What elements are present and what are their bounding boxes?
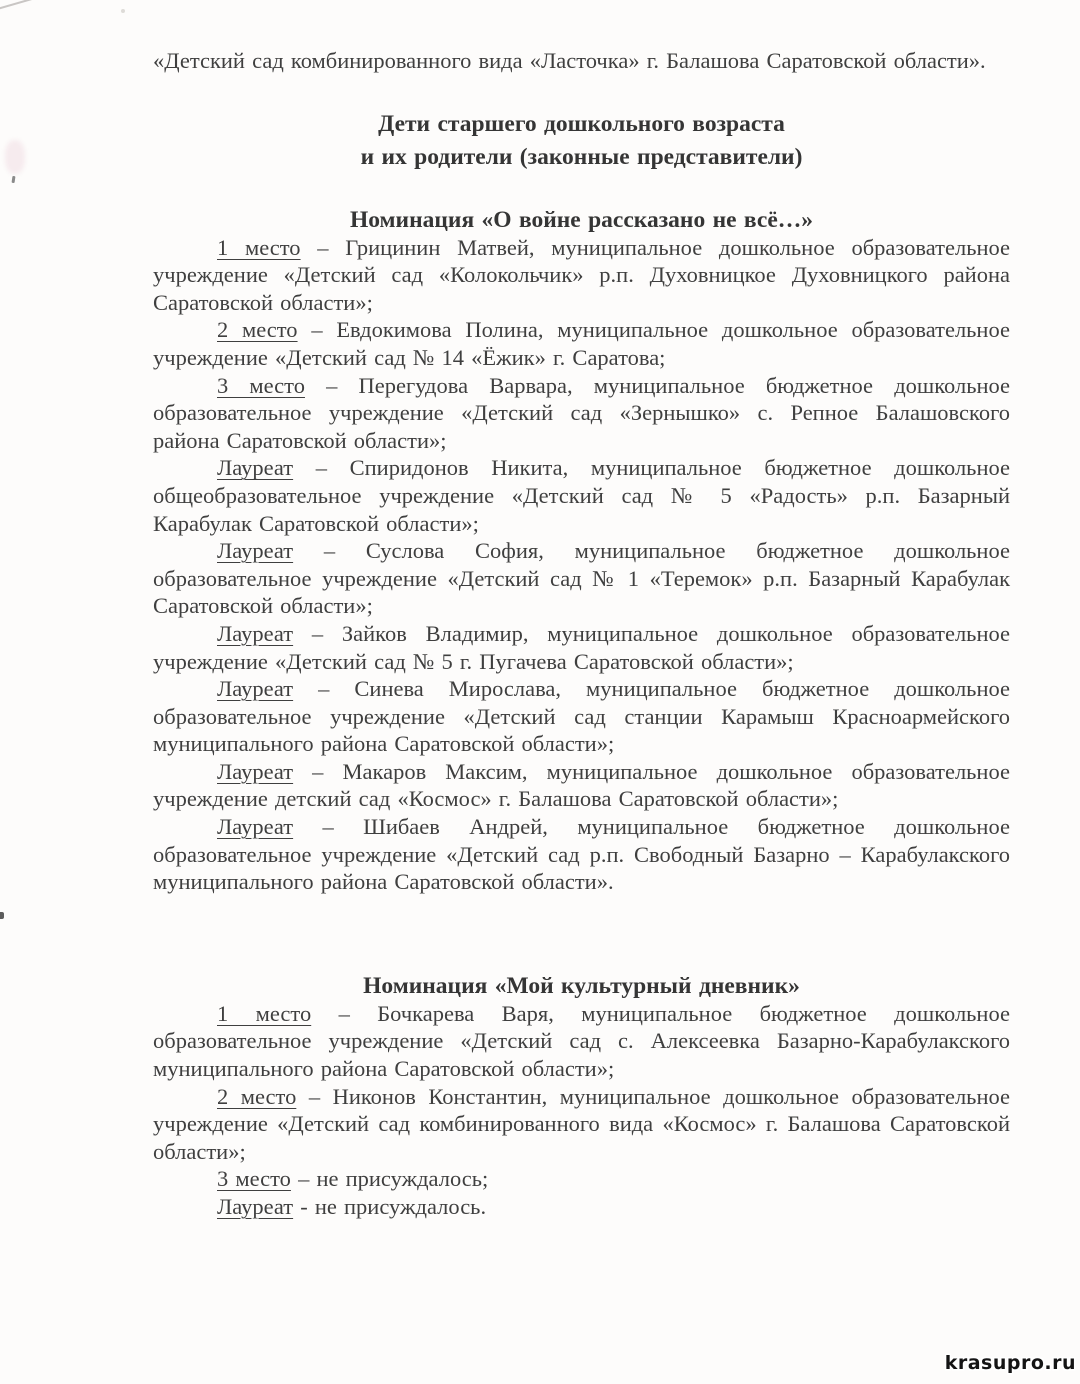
entry-text: – Никонов Константин, муниципальное дошкольное образовательное учреждение «Детский сад комбинированного вида «Космос» г. Балашова Саратовской области»; — [153, 1083, 1010, 1164]
rank-label: Лауреат — [217, 758, 294, 784]
entry-text: – Синева Мирослава, муниципальное бюджетное дошкольное образовательное учреждение «Детский сад станции Карамыш Красноармейского муниципального района Саратовской области»; — [153, 676, 1010, 757]
scan-artifact-corner-line — [0, 0, 36, 9]
rank-label: Лауреат — [217, 676, 294, 702]
rank-label: Лауреат — [217, 814, 294, 840]
audience-heading-line-1: Дети старшего дошкольного возраста — [378, 110, 785, 137]
entry-text: – Евдокимова Полина, муниципальное дошкольное образовательное учреждение «Детский сад № 14 «Ёжик» г. Саратова; — [153, 317, 1010, 370]
rank-label: 2 место — [217, 1083, 297, 1109]
nomination-2-title: Номинация «Мой культурный дневник» — [363, 972, 800, 999]
award-entry — [153, 758, 1010, 813]
rank-label: 3 место — [217, 372, 305, 398]
rank-label: Лауреат — [217, 538, 294, 564]
site-watermark: krasupro.ru — [944, 1352, 1076, 1374]
rank-label: Лауреат — [217, 1194, 294, 1219]
award-entry — [153, 620, 1010, 675]
scan-artifact-speck — [121, 9, 125, 13]
award-entry — [153, 813, 1010, 896]
document-body — [153, 0, 1010, 1221]
scan-artifact-edge-mark — [0, 912, 4, 919]
award-entry — [153, 537, 1010, 620]
audience-heading-line-2: и их родители (законные представители) — [360, 143, 803, 170]
award-entry — [153, 1000, 1010, 1083]
entry-text: – Макаров Максим, муниципальное дошкольное образовательное учреждение детский сад «Космос» г. Балашова Саратовской области»; — [153, 758, 1010, 812]
entry-text: - не присуждалось. — [293, 1194, 487, 1219]
entry-text: – Грицинин Матвей, муниципальное дошкольное образовательное учреждение «Детский сад «Колокольчик» р.п. Духовницкое Духовницкого района Саратовской области»; — [153, 234, 1011, 315]
award-entry — [153, 234, 1010, 317]
rank-label: Лауреат — [217, 620, 294, 646]
rank-label: 1 место — [217, 234, 301, 260]
entry-text: – Спиридонов Никита, муниципальное бюджетное дошкольное общеобразовательное учреждение «Детский сад № 5 «Радость» р.п. Базарный Карабулак Саратовской области»; — [153, 455, 1010, 536]
award-entry — [153, 675, 1010, 758]
entry-text: – Перегудова Варвара, муниципальное бюджетное дошкольное образовательное учреждение «Детский сад «Зернышко» с. Репное Балашовского района Саратовской области»; — [153, 372, 1011, 453]
audience-heading — [153, 108, 1010, 174]
nomination-1-title: Номинация «О войне рассказано не всё…» — [349, 206, 814, 233]
rank-label: 2 место — [217, 317, 298, 343]
entry-text: – Шибаев Андрей, муниципальное бюджетное дошкольное образовательное учреждение «Детский сад р.п. Свободный Базарно – Карабулакского муниципального района Саратовской области». — [153, 814, 1010, 895]
scan-artifact-tick — [12, 176, 16, 183]
scan-artifact-pink-blob — [5, 140, 25, 174]
entry-text: – Суслова София, муниципальное бюджетное дошкольное образовательное учреждение «Детский сад № 1 «Теремок» р.п. Базарный Карабулак Саратовской области»; — [153, 538, 1010, 619]
award-entry — [153, 1193, 1010, 1221]
award-entry — [153, 454, 1010, 537]
entry-text: – не присуждалось; — [290, 1166, 489, 1192]
award-entry — [153, 1165, 1010, 1193]
rank-label: 3 место — [217, 1166, 291, 1192]
paragraph-continuation: «Детский сад комбинированного вида «Ласточка» г. Балашова Саратовской области». — [153, 48, 986, 73]
award-entry — [153, 1083, 1010, 1166]
entry-text: – Зайков Владимир, муниципальное дошкольное образовательное учреждение «Детский сад № 5 г. Пугачева Саратовской области»; — [153, 620, 1010, 674]
award-entry — [153, 372, 1010, 455]
rank-label: 1 место — [217, 1000, 312, 1026]
entry-text: – Бочкарева Варя, муниципальное бюджетное дошкольное образовательное учреждение «Детский сад с. Алексеевка Базарно-Карабулакского муниципального района Саратовской области»; — [153, 1000, 1010, 1082]
rank-label: Лауреат — [217, 455, 294, 481]
award-entry — [153, 316, 1010, 371]
